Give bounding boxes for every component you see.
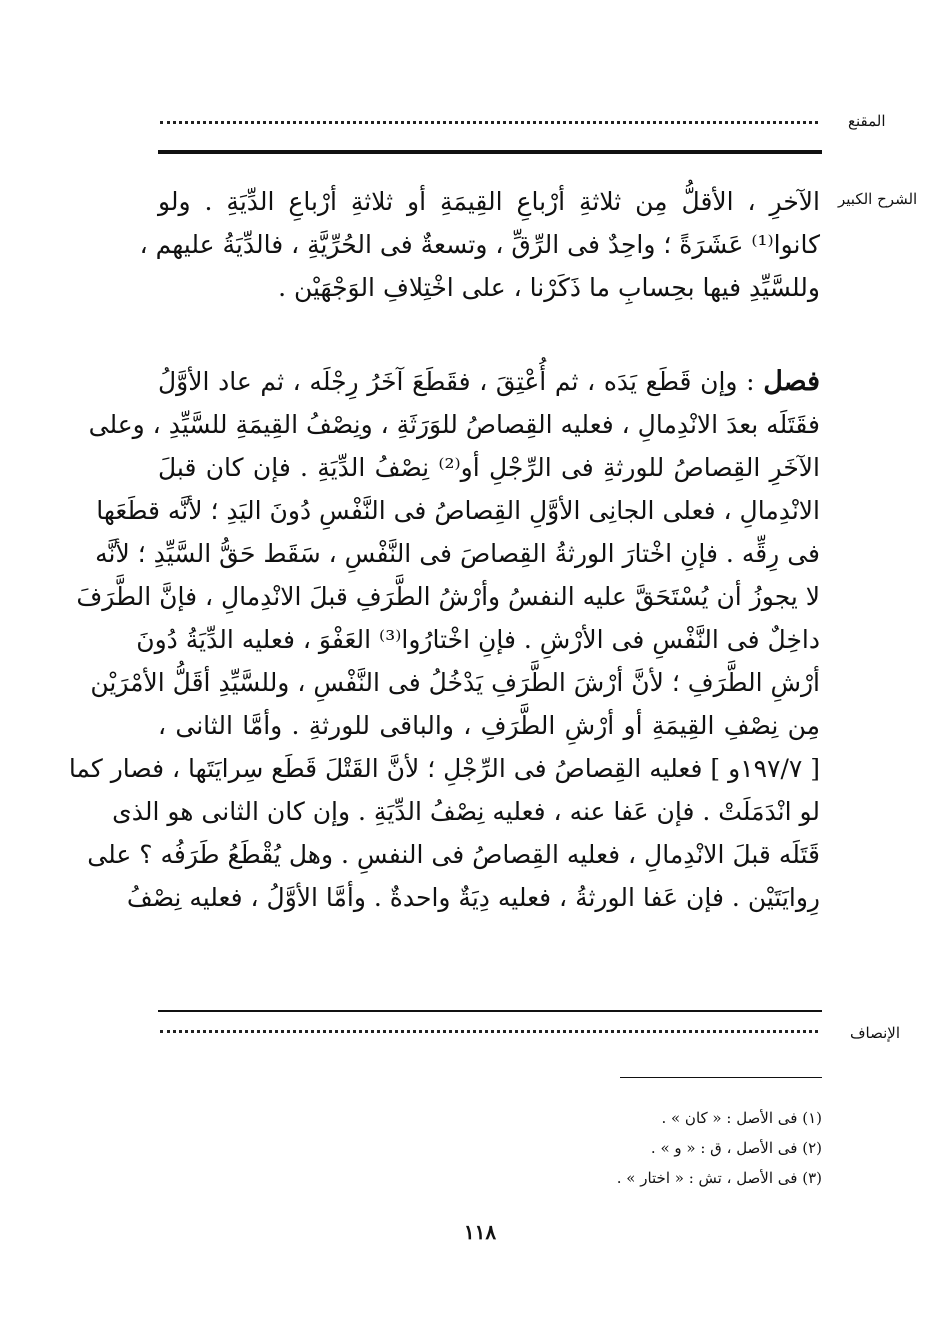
page-number: ١١٨	[463, 1220, 497, 1244]
text-line: لو انْدَمَلَتْ . فإن عَفا عنه ، فعليه نِصْفُ الدِّيَةِ . وإن كان الثانى هو الذى	[112, 797, 820, 826]
text-line: كانوا⁽¹⁾ عَشَرَةً ؛ واحِدٌ فى الرِّقِّ ، وتسعةٌ فى الحُرِّيَّةِ ، فالدِّيَةُ عليهم ،	[139, 230, 820, 259]
header-dotted-rule	[160, 121, 818, 124]
footnote-1: (١) فى الأصل : « كان » .	[661, 1109, 822, 1127]
first-line-text: : وإن قَطَع يَدَه ، ثم أُعْتِقَ ، فقَطَعَ آخَرُ رِجْلَه ، ثم عاد الأوَّلُ	[158, 367, 755, 396]
text-line: الآخَرِ القِصاصُ للورثةِ فى الرِّجْلِ أو⁽²⁾ نِصْفُ الدِّيَةِ . فإن كان قبلَ	[158, 453, 820, 482]
text-line: فى رِقِّه . فإنِ اخْتارَ الورثةُ القِصاصَ فى النَّفْسِ ، سَقَط حَقُّ السَّيِّدِ ؛ لأنَّه	[95, 539, 820, 568]
text-line: قَتَلَه قبلَ الانْدِمالِ ، فعليه القِصاصُ فى النفسِ . وهل يُقْطَعُ طَرَفُه ؟ على	[87, 840, 820, 869]
footnote-3: (٣) فى الأصل ، تش : « اختار » .	[616, 1169, 822, 1187]
insaf-dotted-rule	[160, 1030, 818, 1033]
paragraph-2	[68, 360, 821, 919]
text-line: داخِلٌ فى النَّفْسِ فى الأرْشِ . فإنِ اخْتارُوا⁽³⁾ العَفْوَ ، فعليه الدِّيَةُ دُونَ	[136, 625, 820, 654]
footnote-rule	[620, 1077, 822, 1078]
text-line: لا يجوزُ أن يُسْتَحَقَّ عليه النفسُ وأرْشُ الطَّرَفِ قبلَ الانْدِمالِ ، فإنَّ الطَّرَفَ	[76, 582, 820, 611]
section-heading: فصل	[763, 366, 821, 397]
text-line: فقَتَلَه بعدَ الانْدِمالِ ، فعليه القِصاصُ للوَرَثَةِ ، ونِصْفُ القِيمَةِ للسَّيِّدِ ، وعلى	[88, 410, 820, 439]
header-solid-rule	[158, 150, 822, 154]
text-line: الآخرِ ، الأقلُّ مِن ثلاثةِ أرْباعِ القِيمَةِ أو ثلاثةِ أرْباعِ الدِّيَةِ . ولو	[158, 187, 820, 216]
margin-label-sharh: الشرح الكبير	[838, 190, 918, 208]
footnote-2: (٢) فى الأصل ، ق : « و » .	[650, 1139, 822, 1157]
text-line-first	[158, 360, 820, 403]
text-line: أرْشِ الطَّرَفِ ؛ لأنَّ أرْشَ الطَّرَفِ يَدْخُلُ فى النَّفْسِ ، وللسَّيِّدِ أقَلُّ الأمْرَيْن	[90, 668, 820, 697]
footnotes	[560, 1103, 822, 1193]
text-line: رِوايَتَيْن . فإن عَفا الورثةُ ، فعليه دِيَةٌ واحدةٌ . وأمَّا الأوَّلُ ، فعليه نِصْفُ	[126, 883, 820, 912]
text-line: [ ١٩٧/٧و ] فعليه القِصاصُ فى الرِّجْلِ ؛ لأنَّ القَتْلَ قَطَع سِرايَتَها ، فصار كما	[68, 754, 820, 783]
margin-label-insaf: الإنصاف	[850, 1024, 901, 1042]
text-line: الانْدِمالِ ، فعلى الجانِى الأوَّلِ القِصاصُ فى النَّفْسِ دُونَ اليَدِ ؛ لأنَّه قطَعَها	[96, 496, 820, 525]
text-line: مِن نِصْفِ القِيمَةِ أو أرْشِ الطَّرَفِ ، والباقى للورثةِ . وأمَّا الثانى ،	[158, 711, 820, 740]
paragraph-1	[139, 180, 820, 309]
insaf-solid-rule	[158, 1010, 822, 1012]
header-title: المقنع	[848, 112, 886, 130]
text-line: وللسَّيِّدِ فيها بحِسابِ ما ذَكَرْنا ، على اخْتِلافِ الوَجْهَيْن .	[278, 273, 820, 302]
